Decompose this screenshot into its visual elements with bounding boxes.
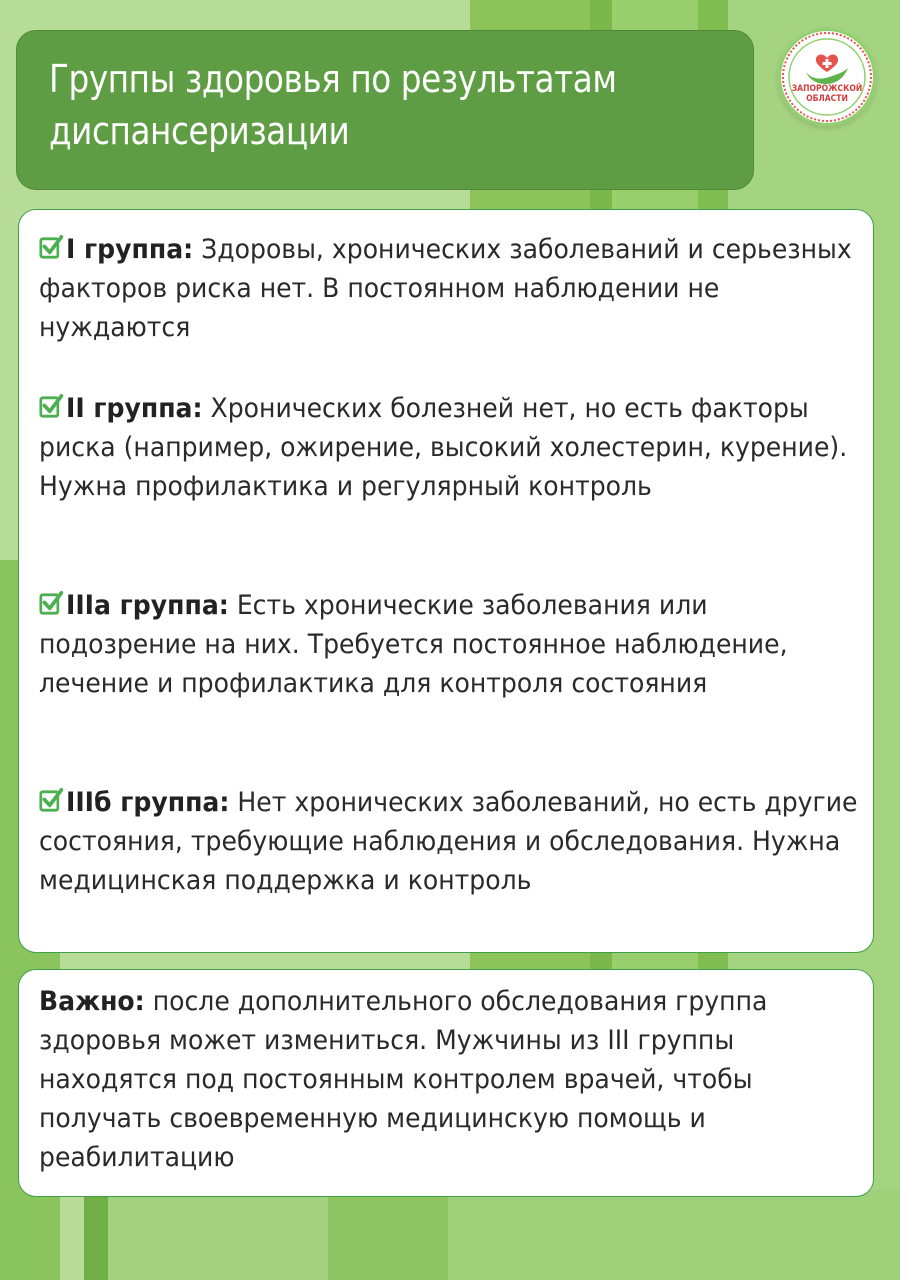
- heart-hands-icon: [778, 28, 876, 126]
- checkbox-checked-icon: [39, 590, 64, 617]
- group-description: Здоровы, хронических заболеваний и серьезных факторов риска нет. В постоянном наблюдении не нуждаются: [39, 234, 852, 343]
- important-note-card: [18, 969, 874, 1197]
- title-banner: [16, 30, 754, 190]
- group-label: IIIа группа:: [65, 590, 229, 621]
- group-item-3a: [39, 586, 869, 703]
- group-description: Хронических болезней нет, но есть факторы риска (например, ожирение, высокий холестерин, курение). Нужна профилактика и регулярный контроль: [39, 393, 848, 502]
- group-item-1: [39, 230, 869, 347]
- group-item-2: [39, 389, 869, 506]
- note-label: Важно:: [39, 986, 145, 1017]
- group-label: I группа:: [65, 234, 194, 265]
- page-title: Группы здоровья по результатам диспансеризации: [49, 57, 617, 153]
- group-label: IIIб группа:: [65, 787, 230, 818]
- checkbox-checked-icon: [39, 393, 64, 420]
- group-label: II группа:: [65, 393, 203, 424]
- important-note: [39, 982, 869, 1177]
- checkbox-checked-icon: [39, 787, 64, 814]
- checkbox-checked-icon: [39, 234, 64, 261]
- organization-logo: [778, 28, 876, 126]
- health-groups-card: [18, 209, 874, 953]
- logo-caption: ЗАПОРОЖСКОЙ ОБЛАСТИ: [791, 84, 863, 104]
- group-description: Есть хронические заболевания или подозрение на них. Требуется постоянное наблюдение, лечение и профилактика для контроля состояния: [39, 590, 788, 699]
- note-text: после дополнительного обследования группа здоровья может измениться. Мужчины из III группы находятся под постоянным контролем врачей, чтобы получать своевременную медицинскую помощь и реабилитацию: [39, 986, 768, 1173]
- group-description: Нет хронических заболеваний, но есть другие состояния, требующие наблюдения и обследования. Нужна медицинская поддержка и контроль: [39, 787, 858, 896]
- group-item-3b: [39, 783, 869, 900]
